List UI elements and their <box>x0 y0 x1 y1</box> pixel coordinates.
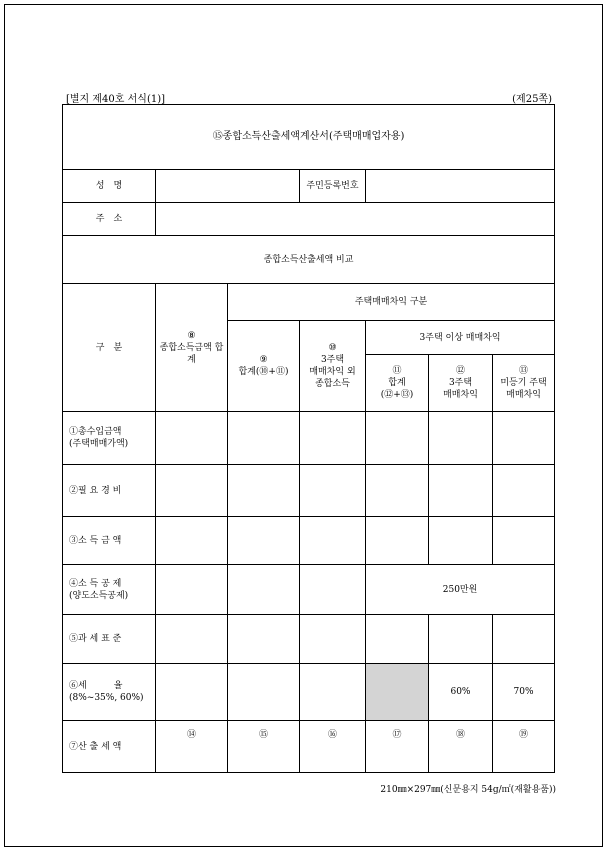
col13-label-2: 매매차익 <box>506 390 541 400</box>
id-number-label: 주민등록번호 <box>300 170 366 203</box>
col13-label-1: 미등기 주택 <box>500 378 547 388</box>
col12-header <box>429 355 493 412</box>
rate-unregistered: 70% <box>493 664 555 721</box>
col9-mark: ⑨ <box>259 355 268 365</box>
cell[interactable] <box>156 664 228 721</box>
name-label: 성 명 <box>63 170 156 203</box>
page-reference: (제25쪽) <box>512 94 552 105</box>
row1-label-1: ①총수입금액 <box>69 427 122 437</box>
row-label-calculated-tax: ⑦산 출 세 액 <box>63 721 156 773</box>
col9-header <box>228 321 300 412</box>
cell[interactable] <box>429 465 493 517</box>
cell[interactable] <box>493 615 555 664</box>
cell[interactable] <box>228 615 300 664</box>
calc-tax-total[interactable]: ⑭ <box>156 721 228 773</box>
col10-label-1: 3주택 <box>320 355 345 365</box>
cell[interactable] <box>493 412 555 465</box>
shaded-cell <box>366 664 429 721</box>
col11-label-1: 합계 <box>388 378 406 388</box>
row-label-gross-income <box>63 412 156 465</box>
tax-calculation-form <box>62 104 555 773</box>
calc-tax-other[interactable]: ⑯ <box>300 721 366 773</box>
col11-mark: ⑪ <box>392 366 402 376</box>
col13-header <box>493 355 555 412</box>
form-reference: [별지 제40호 서식(1)] <box>66 94 166 105</box>
calc-tax-unregistered[interactable]: ⑲ <box>493 721 555 773</box>
cell[interactable] <box>366 465 429 517</box>
cell[interactable] <box>156 412 228 465</box>
address-field[interactable] <box>156 203 555 236</box>
group-header: 주택매매차익 구분 <box>228 284 555 321</box>
cell[interactable] <box>228 412 300 465</box>
id-number-field[interactable] <box>366 170 555 203</box>
col10-header <box>300 321 366 412</box>
cell[interactable] <box>300 664 366 721</box>
deduction-amount: 250만원 <box>366 565 555 615</box>
cell[interactable] <box>366 517 429 565</box>
calc-tax-3house[interactable]: ⑱ <box>429 721 493 773</box>
cell[interactable] <box>429 517 493 565</box>
row-label-tax-base: ⑤과 세 표 준 <box>63 615 156 664</box>
cell[interactable] <box>366 615 429 664</box>
form-title: ⑮종합소득산출세액계산서(주택매매업자용) <box>63 105 555 170</box>
paper-spec: 210㎜×297㎜(신문용지 54g/㎡(재활용품)) <box>380 785 556 795</box>
subgroup-header: 3주택 이상 매매차익 <box>366 321 555 355</box>
col12-label-2: 매매차익 <box>443 390 478 400</box>
cell[interactable] <box>228 465 300 517</box>
cell[interactable] <box>429 615 493 664</box>
cell[interactable] <box>493 517 555 565</box>
col10-label-2: 매매차익 외 <box>309 367 356 377</box>
row-label-expenses: ②필 요 경 비 <box>63 465 156 517</box>
cell[interactable] <box>228 664 300 721</box>
row-label-tax-rate <box>63 664 156 721</box>
col8-mark: ⑧ <box>187 330 196 341</box>
row-label-deduction <box>63 565 156 615</box>
cell[interactable] <box>300 465 366 517</box>
row4-label-2: (양도소득공제) <box>69 590 129 601</box>
col8-label: 종합소득금액 합계 <box>159 342 224 365</box>
cell[interactable] <box>366 412 429 465</box>
category-header: 구 분 <box>63 284 156 412</box>
col13-mark: ⑬ <box>519 366 529 376</box>
calc-tax-subtotal[interactable]: ⑰ <box>366 721 429 773</box>
cell[interactable] <box>156 517 228 565</box>
cell[interactable] <box>156 565 228 615</box>
col12-label-1: 3주택 <box>448 378 473 388</box>
cell[interactable] <box>429 412 493 465</box>
row-label-income: ③소 득 금 액 <box>63 517 156 565</box>
cell[interactable] <box>300 517 366 565</box>
cell[interactable] <box>300 412 366 465</box>
calc-tax-sum[interactable]: ⑮ <box>228 721 300 773</box>
cell[interactable] <box>228 517 300 565</box>
rate-3house: 60% <box>429 664 493 721</box>
address-label: 주 소 <box>63 203 156 236</box>
col11-label-2: (⑫+⑬) <box>380 390 414 400</box>
col12-mark: ⑫ <box>455 366 465 376</box>
col11-header <box>366 355 429 412</box>
col8-header <box>156 284 228 412</box>
name-field[interactable] <box>156 170 300 203</box>
section-title: 종합소득산출세액 비교 <box>63 236 555 284</box>
cell[interactable] <box>228 565 300 615</box>
row6-label-1: ⑥세 율 <box>69 681 123 691</box>
cell[interactable] <box>156 615 228 664</box>
col10-mark: ⑩ <box>328 343 337 353</box>
cell[interactable] <box>493 465 555 517</box>
cell[interactable] <box>156 465 228 517</box>
col10-label-3: 종합소득 <box>315 379 350 389</box>
row4-label-1: ④소 득 공 제 <box>69 578 122 589</box>
cell[interactable] <box>300 565 366 615</box>
row6-label-2: (8%~35%, 60%) <box>69 693 144 703</box>
row1-label-2: (주택매매가액) <box>69 439 129 449</box>
cell[interactable] <box>300 615 366 664</box>
col9-label: 합계(⑩+⑪) <box>238 367 289 377</box>
